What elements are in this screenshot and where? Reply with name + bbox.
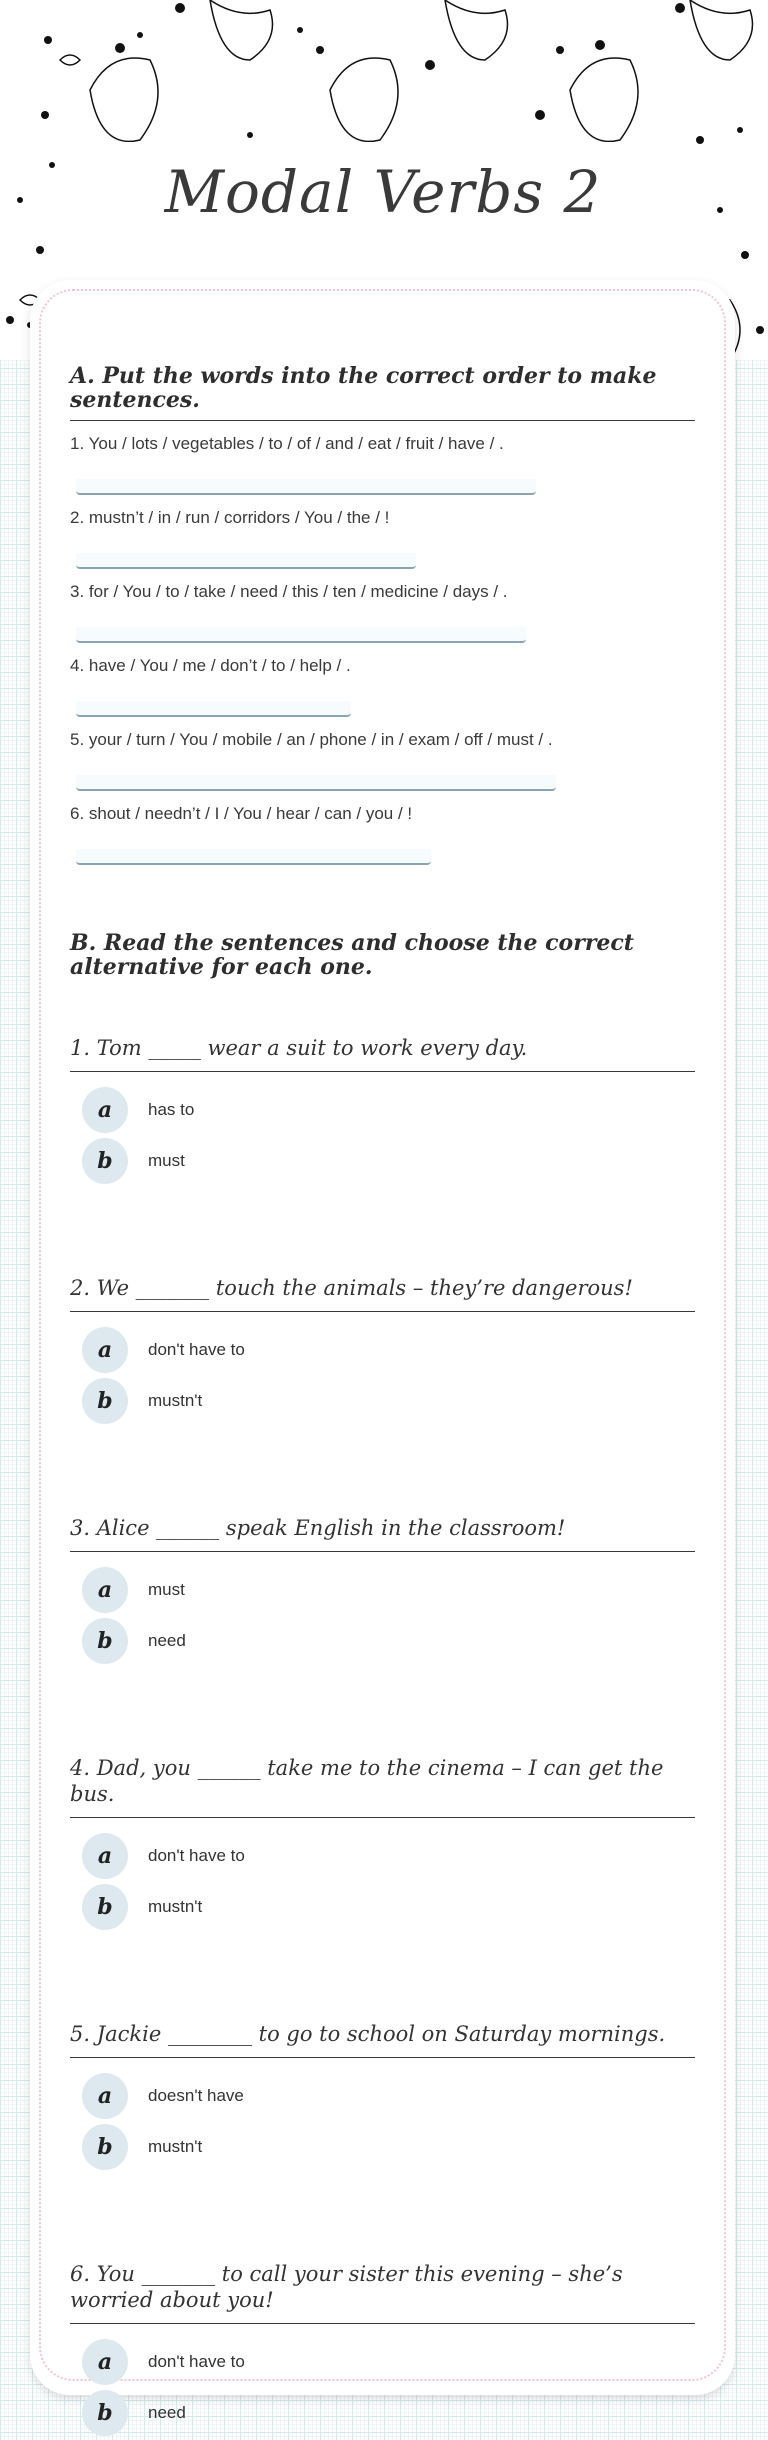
question-b4	[70, 1755, 695, 1931]
option-label: need	[148, 2403, 186, 2422]
options-list	[70, 1832, 695, 1931]
option-b[interactable]	[82, 1137, 695, 1185]
divider	[70, 1071, 695, 1072]
divider	[70, 2057, 695, 2058]
option-label: must	[148, 1580, 185, 1599]
option-label: has to	[148, 1100, 195, 1119]
option-letter-bubble: a	[82, 1833, 128, 1879]
option-a[interactable]	[82, 2338, 695, 2386]
option-label: doesn't have	[148, 2086, 244, 2105]
worksheet-content	[70, 360, 695, 2440]
option-label: mustn't	[148, 2137, 203, 2156]
answer-input[interactable]	[76, 479, 536, 495]
question-b2	[70, 1275, 695, 1425]
option-a[interactable]	[82, 1326, 695, 1374]
question-b6	[70, 2261, 695, 2437]
question-prompt: 1. Tom _____ wear a suit to work every day.	[70, 1036, 528, 1060]
option-letter-bubble: b	[82, 1378, 128, 1424]
option-label: must	[148, 1151, 185, 1170]
option-letter-bubble: b	[82, 1138, 128, 1184]
option-a[interactable]	[82, 1832, 695, 1880]
option-letter-bubble: b	[82, 1618, 128, 1664]
answer-input[interactable]	[76, 701, 351, 717]
divider	[70, 420, 695, 421]
title-box	[78, 142, 688, 242]
option-letter-bubble: a	[82, 2073, 128, 2119]
options-list	[70, 1566, 695, 1665]
answer-input[interactable]	[76, 849, 431, 865]
option-b[interactable]	[82, 2389, 695, 2437]
question-prompt: 2. We _______ touch the animals – they’re dangerous!	[70, 1276, 633, 1300]
option-label: mustn't	[148, 1391, 203, 1410]
question-prompt: 5. Jackie ________ to go to school on Saturday mornings.	[70, 2022, 666, 2046]
question-b1	[70, 1035, 695, 1185]
section-a	[70, 360, 695, 865]
option-letter-bubble: b	[82, 1884, 128, 1930]
question-text: 1. You / lots / vegetables / to / of / and / eat / fruit / have / .	[70, 434, 504, 453]
section-b-heading: B. Read the sentences and choose the correct alternative for each one.	[70, 930, 634, 980]
question-prompt: 3. Alice ______ speak English in the classroom!	[70, 1516, 566, 1540]
question-text: 5. your / turn / You / mobile / an / phone / in / exam / off / must / .	[70, 730, 553, 749]
question-a3	[70, 581, 695, 643]
divider	[70, 2323, 695, 2324]
option-b[interactable]	[82, 1883, 695, 1931]
option-letter-bubble: a	[82, 1567, 128, 1613]
option-a[interactable]	[82, 1086, 695, 1134]
option-b[interactable]	[82, 2123, 695, 2171]
options-list	[70, 2338, 695, 2437]
option-label: don't have to	[148, 2352, 245, 2371]
question-text: 2. mustn’t / in / run / corridors / You / the / !	[70, 508, 390, 527]
question-b5	[70, 2021, 695, 2171]
section-b	[70, 931, 695, 2437]
option-label: mustn't	[148, 1897, 203, 1916]
option-a[interactable]	[82, 2072, 695, 2120]
question-a2	[70, 507, 695, 569]
option-b[interactable]	[82, 1377, 695, 1425]
question-text: 4. have / You / me / don’t / to / help / .	[70, 656, 351, 675]
options-list	[70, 1086, 695, 1185]
option-letter-bubble: a	[82, 2339, 128, 2385]
question-prompt: 4. Dad, you ______ take me to the cinema – I can get the bus.	[70, 1756, 664, 1806]
page-title: Modal Verbs 2	[164, 158, 602, 226]
divider	[70, 1311, 695, 1312]
option-a[interactable]	[82, 1566, 695, 1614]
option-label: don't have to	[148, 1846, 245, 1865]
option-letter-bubble: b	[82, 2124, 128, 2170]
option-label: don't have to	[148, 1340, 245, 1359]
question-b3	[70, 1515, 695, 1665]
answer-input[interactable]	[76, 627, 526, 643]
section-a-heading: A. Put the words into the correct order to make sentences.	[70, 363, 657, 413]
question-a5	[70, 729, 695, 791]
question-a4	[70, 655, 695, 717]
options-list	[70, 1326, 695, 1425]
option-letter-bubble: a	[82, 1087, 128, 1133]
option-letter-bubble: b	[82, 2390, 128, 2436]
question-a1	[70, 433, 695, 495]
option-b[interactable]	[82, 1617, 695, 1665]
option-label: need	[148, 1631, 186, 1650]
question-text: 6. shout / needn’t / I / You / hear / can / you / !	[70, 804, 413, 823]
question-text: 3. for / You / to / take / need / this / ten / medicine / days / .	[70, 582, 508, 601]
option-letter-bubble: a	[82, 1327, 128, 1373]
answer-input[interactable]	[76, 775, 556, 791]
options-list	[70, 2072, 695, 2171]
worksheet-card	[30, 280, 735, 2426]
question-prompt: 6. You _______ to call your sister this evening – she’s worried about you!	[70, 2262, 623, 2312]
divider	[70, 1551, 695, 1552]
question-a6	[70, 803, 695, 865]
divider	[70, 1817, 695, 1818]
answer-input[interactable]	[76, 553, 416, 569]
